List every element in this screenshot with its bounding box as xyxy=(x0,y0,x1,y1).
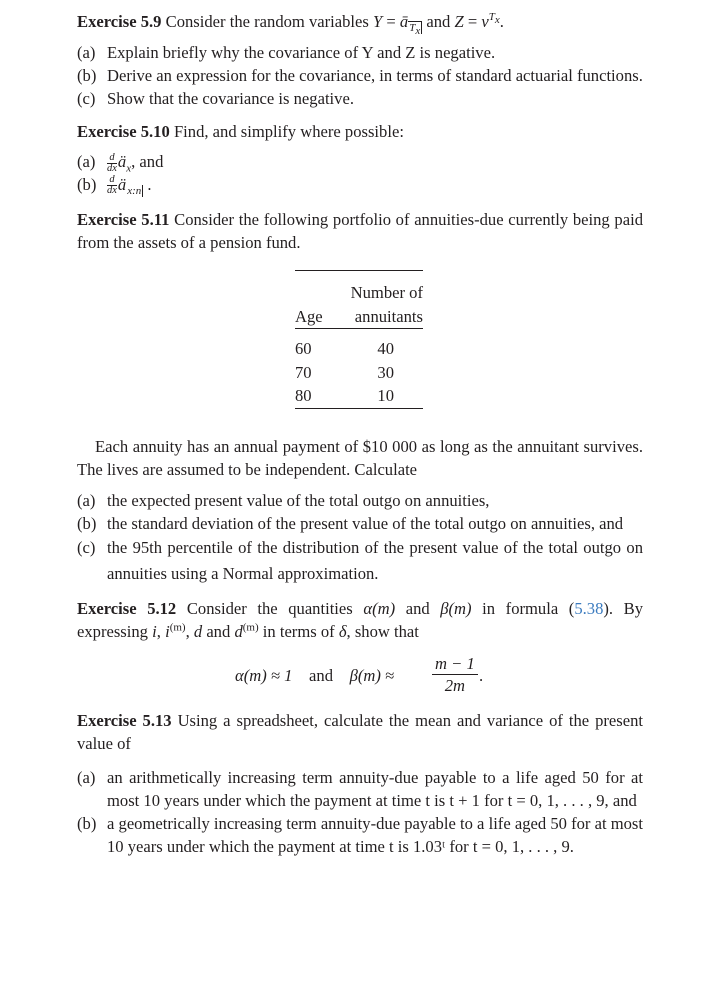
formula-reference-link[interactable]: 5.38 xyxy=(574,598,604,618)
list-item: (a) $\frac{d}{dx}$ $ä_x$, and xyxy=(77,151,164,175)
exercise-5-12-title: Exercise 5.12 xyxy=(77,598,177,618)
display-equation: α(m) ≈ 1 and β(m) ≈ $\frac{m - 1}{2m}$ . xyxy=(235,653,484,695)
exercise-5-11-title: Exercise 5.11 xyxy=(77,210,170,230)
table-row: 80 10 xyxy=(295,386,394,406)
page-content xyxy=(77,10,643,858)
derivative-fraction: $\frac{d}{dx}$ xyxy=(107,174,117,197)
list-item: (c) Show that the covariance is negative. xyxy=(77,89,354,108)
list-item: (b) $\frac{d}{dx}$ $ä_{x:n}$ . xyxy=(77,174,152,197)
exercise-5-9-title: Exercise 5.9 xyxy=(77,12,162,31)
derivative-fraction: $\frac{d}{dx}$ xyxy=(107,151,117,174)
list-item: (a) an arithmetically increasing term annuity-due payable to a life aged 50 for at most 10 years under which the payment at time t is t + 1 for t = 0, 1, . . . , 9, and xyxy=(77,767,643,810)
table-header-number: Number of xyxy=(350,283,423,303)
table-row: 70 30 xyxy=(295,362,394,382)
exercise-5-13-title: Exercise 5.13 xyxy=(77,710,172,730)
exercise-5-10-parts xyxy=(77,151,643,196)
exercise-5-10-statement: Exercise 5.10 Find, and simplify where possible: xyxy=(77,122,404,141)
exercise-5-11-paragraph: Each annuity has an annual payment of $10 000 as long as the annuitant survives. The lives are assumed to be independent. Calculate xyxy=(77,436,643,479)
list-item: (b) a geometrically increasing term annuity-due payable to a life aged 50 for at most 10 years under which the payment at time t is 1.03ᵗ for t = 0, 1, . . . , 9. xyxy=(77,813,643,856)
list-item: (c) the 95th percentile of the distribution of the present value of the total outgo on annuities using a Normal approximation. xyxy=(77,537,643,583)
equation-fraction: $\frac{m - 1}{2m}$ xyxy=(432,653,478,696)
list-item: (a) Explain briefly why the covariance of Y and Z is negative. xyxy=(77,43,496,62)
list-item: (a) the expected present value of the total outgo on annuities, xyxy=(77,490,490,510)
annuitant-table xyxy=(295,270,423,409)
exercise-5-11-statement: Exercise 5.11 Consider the following portfolio of annuities-due currently being paid from the assets of a pension fund. xyxy=(77,210,643,253)
list-item: (b) the standard deviation of the present value of the total outgo on annuities, and xyxy=(77,513,624,533)
exercise-5-10-title: Exercise 5.10 xyxy=(77,122,170,141)
exercise-5-13-statement: Exercise 5.13 Using a spreadsheet, calculate the mean and variance of the present value of xyxy=(77,710,644,753)
table-header-age: Age xyxy=(295,306,323,326)
exercise-5-13-parts xyxy=(77,766,643,858)
table-header-annuitants: annuitants xyxy=(354,306,423,326)
exercise-5-9-statement: Exercise 5.9 Consider the random variables $Y = ā_{T_x}$ and $Z = v^{T_x}$. xyxy=(77,11,504,38)
list-item: (b) Derive an expression for the covariance, in terms of standard actuarial functions. xyxy=(77,66,643,85)
table-row: 60 40 xyxy=(295,339,394,359)
exercise-5-12-statement: Exercise 5.12 Consider the quantities α(m) and β(m) in formula (5.38). By expressing i, $i^{(m)}$, d and $d^{(m)}$ in terms of δ, show that xyxy=(77,598,644,641)
exercise-5-11-parts xyxy=(77,489,643,587)
exercise-5-9-parts xyxy=(77,41,643,110)
